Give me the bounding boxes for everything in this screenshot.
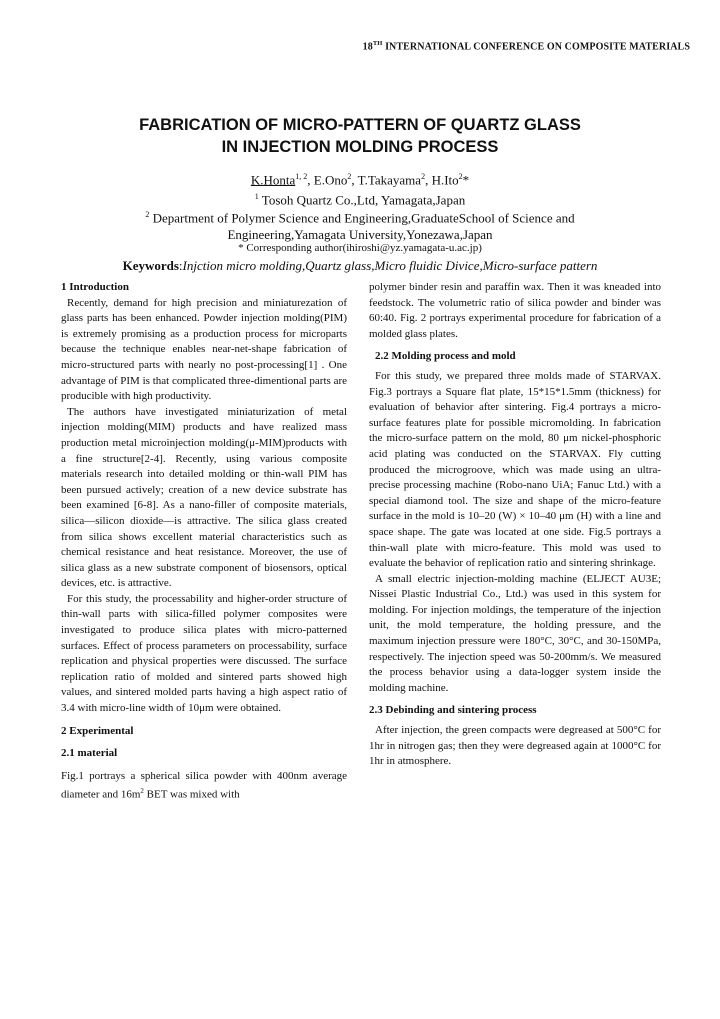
header-superscript: TH bbox=[372, 40, 383, 47]
molding-paragraph-2: A small electric injection-molding machine (ELJECT AU3E; Nissei Plastic Industrial Co., Ltd.) was used in this system for molding. For injection moldings, the temperature of the injection unit, the mold temperature, the holding pressure, and the maximum injection pressure were 180°C, 30°C, and 30-150MPa, respectively. The injection speed was 50-200mm/s. We measured the process behavior using a data-logger system inside the molding machine. bbox=[369, 572, 661, 694]
header-text: INTERNATIONAL CONFERENCE ON COMPOSITE MATERIALS bbox=[382, 41, 690, 53]
author-2-affil: 2 bbox=[347, 172, 352, 181]
author-list bbox=[0, 172, 720, 188]
affiliation-2 bbox=[110, 207, 610, 243]
affiliation-2-text: Department of Polymer Science and Engineering,GraduateSchool of Science and Engineering,Yamagata University,Yonezawa,Japan bbox=[149, 210, 575, 242]
intro-paragraph-1: Recently, demand for high precision and miniaturezation of glass parts has been enhanced. Powder injection molding(PIM) is extremely promising as a production process for microparts because the technique enables near-net-shape fabrication of micro-structured parts with nearly no post-processing[1] . One advantage of PIM is that complicated three-dimentional parts are producible with high productivity. bbox=[61, 296, 347, 403]
right-column bbox=[369, 280, 661, 770]
author-3-affil: 2 bbox=[421, 172, 426, 181]
material-superscript: 2 bbox=[140, 787, 144, 796]
affiliation-1 bbox=[0, 189, 720, 209]
author-4: , H.Ito bbox=[425, 172, 459, 188]
keywords bbox=[0, 258, 720, 274]
author-2: , E.Ono bbox=[307, 172, 348, 188]
paper-title bbox=[0, 114, 720, 158]
keywords-text: Injction micro molding,Quartz glass,Micro fluidic Divice,Micro-surface pattern bbox=[182, 258, 598, 273]
intro-paragraph-2: The authors have investigated miniaturization of metal injection molding(MIM) products and have realized mass production metal microinjection molding(μ-MIM)products with a fine structure[2-4]. Recently, using various composite materials research into detailed molding or thin-wall PIM has been pursued actively; creation of a new device substrate has been examined [6-8]. As a nano-filler of composite materials, silica—silicon dioxide—is attractive. The silica glass created from silica shows excellent material characteristics such as chemical resistance and heat resistance. Moreover, the use of silica glass as a new substrate component of biosensors, optical devices, etc. is attractive. bbox=[61, 405, 347, 590]
sintering-paragraph: After injection, the green compacts were degreased at 500°C for 1hr in nitrogen gas; then they were degreased again at 1000°C for 1hr in atmosphere. bbox=[369, 724, 661, 768]
affiliation-1-text: Tosoh Quartz Co.,Ltd, Yamagata,Japan bbox=[258, 192, 466, 208]
material-paragraph bbox=[61, 769, 347, 804]
material-text: Fig.1 portrays a spherical silica powder with 400nm average diameter and 16m bbox=[61, 769, 347, 802]
material-continued-paragraph: polymer binder resin and paraffin wax. Then it was kneaded into feedstock. The volumetric ratio of silica powder and binder was 60:40. Fig. 2 portrays experimental procedure for fabrication of a molded glass plates. bbox=[369, 281, 661, 340]
keywords-separator: : bbox=[178, 258, 183, 273]
header-number: 18 bbox=[362, 41, 373, 53]
affiliation-1-number: 1 bbox=[254, 192, 259, 201]
section-heading-introduction: 1 Introduction bbox=[61, 281, 129, 293]
keywords-label: Keywords bbox=[122, 258, 179, 273]
author-1: K.Honta bbox=[250, 172, 296, 188]
molding-paragraph-1: For this study, we prepared three molds made of STARVAX. Fig.3 portrays a Square flat plate, 15*15*1.5mm (thickness) for evaluation of behavior after sintering. Fig.4 portrays a micro-surface features plate for possible micromolding. In fabrication the micro-surface pattern on the mold, 80 μm nickel-phosphoric acid plating was conducted on the STARVAX. Fly cutting produced the microgroove, which was made using an ultra-precise processing machine (Robo-nano UiA; Fanuc Ltd.) with a special diamond tool. The size and shape of the micro-feature surface in the mold is 10–20 (W) × 10–40 μm (H) with a line and space shape. The gate was located at one side. Fig.5 portrays a thin-wall plate with micro-feature. This mold was used to evaluate the behavior of replication ratio and sintering shrinkage. bbox=[369, 369, 661, 570]
intro-paragraph-3: For this study, the processability and higher-order structure of thin-wall parts with silica-filled polymer composites were investigated to produce silica plates with micro-patterned surfaces. Effect of process parameters on processability, surface replication and physical properties were discussed. The surface replication ratio of molded and sintered parts showed high values, and sintered molded parts having a high aspect ratio of 3.4 with micro-line width of 10μm were obtained. bbox=[61, 592, 347, 715]
title-line-1: FABRICATION OF MICRO-PATTERN OF QUARTZ GLASS bbox=[139, 116, 581, 134]
material-text-end: BET was mixed with bbox=[143, 789, 240, 802]
title-line-2: IN INJECTION MOLDING PROCESS bbox=[221, 138, 499, 156]
subsection-heading-molding: 2.2 Molding process and mold bbox=[375, 350, 516, 363]
author-1-affil: 1, 2 bbox=[295, 172, 308, 181]
author-3: , T.Takayama bbox=[351, 172, 422, 188]
author-4-affil: 2 bbox=[458, 172, 463, 181]
subsection-heading-material: 2.1 material bbox=[61, 747, 118, 760]
subsection-heading-sintering: 2.3 Debinding and sintering process bbox=[369, 704, 537, 717]
conference-header bbox=[363, 40, 690, 52]
affiliation-2-number: 2 bbox=[145, 210, 150, 219]
section-heading-experimental: 2 Experimental bbox=[61, 724, 134, 737]
corresponding-mark: * bbox=[462, 172, 470, 188]
left-column bbox=[61, 280, 347, 804]
corresponding-author: * Corresponding author(ihiroshi@yz.yamagata-u.ac.jp) bbox=[238, 242, 482, 254]
